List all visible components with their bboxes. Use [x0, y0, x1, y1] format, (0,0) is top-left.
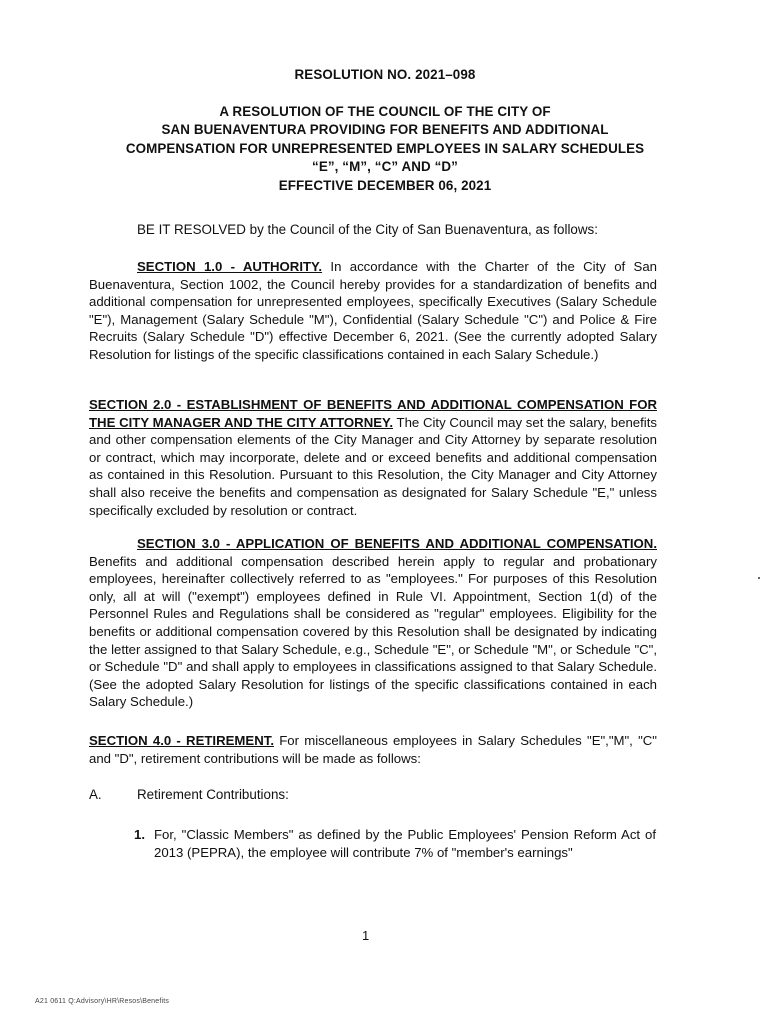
section-2-paragraph: [89, 396, 657, 519]
section-4-heading: SECTION 4.0 - RETIREMENT.: [89, 733, 274, 748]
resolution-number: RESOLUTION NO. 2021–098: [294, 67, 476, 82]
section-1-paragraph: [89, 258, 657, 364]
section-2-heading: SECTION 2.0 - ESTABLISHMENT OF BENEFITS AND ADDITIONAL COMPENSATION FOR THE CITY MANAGER AND THE CITY ATTORNEY.: [89, 397, 657, 430]
resolved-clause: BE IT RESOLVED by the Council of the City of San Buenaventura, as follows:: [137, 222, 598, 237]
section-3-body: Benefits and additional compensation described herein apply to regular and probationary employees, hereinafter collectively referred to as "employees." For purposes of this Resolution only, all at will ("exempt") employees defined in Rule VI. Appointment, Section 1(d) of the Personnel Rules and Regulations shall be considered as "regular" employees. Eligibility for the benefits or additional compensation covered by this Resolution shall be designated by indicating the letter assigned to that Salary Schedule, e.g., Schedule "E", or Schedule "M", or Schedule "C", or Schedule "D" and shall apply to employees in classifications assigned to that Salary Schedule. (See the adopted Salary Resolution for listings of the specific classifications contained in each Salary Schedule.): [89, 553, 657, 710]
list-item-a-letter: A.: [89, 787, 102, 802]
list-item-a: [89, 787, 289, 802]
section-2-body: The City Council may set the salary, benefits and other compensation elements of the City Manager and City Attorney by separate resolution or contract, which may incorporate, delete and or exceed benefits and additional compensation as contained in this Resolution. Pursuant to this Resolution, the City Manager and City Attorney shall also receive the benefits and compensation as designated for Salary Schedule "E," unless specifically excluded by resolution or contract.: [89, 414, 657, 518]
page-number: 1: [362, 928, 370, 943]
list-item-1: [134, 826, 656, 862]
title-line-4: “E”, “M”, “C” AND “D”: [312, 159, 458, 175]
footer-path: A21 0611 Q:Advisory\HR\Resos\Benefits: [35, 998, 170, 1005]
list-item-1-number: 1.: [134, 827, 145, 842]
stray-mark: [758, 577, 760, 579]
section-1-body: In accordance with the Charter of the City of San Buenaventura, Section 1002, the Council hereby provides for a standardization of benefits and additional compensation for unrepresented employees, specifically Executives (Salary Schedule "E"), Management (Salary Schedule "M"), Confidential (Salary Schedule "C") and Police & Fire Recruits (Salary Schedule "D") effective December 6, 2021. (See the currently adopted Salary Resolution for listings of the specific classifications contained in each Salary Schedule.): [89, 259, 658, 362]
list-item-1-text: For, "Classic Members" as defined by the Public Employees' Pension Reform Act of 2013 (PEPRA), the employee will contribute 7% of "member's earnings": [154, 827, 656, 860]
section-3-heading: SECTION 3.0 - APPLICATION OF BENEFITS AND ADDITIONAL COMPENSATION.: [137, 536, 657, 551]
title-line-1: A RESOLUTION OF THE COUNCIL OF THE CITY OF: [219, 103, 551, 119]
section-3-paragraph: [89, 535, 657, 711]
list-item-a-text: Retirement Contributions:: [137, 787, 289, 802]
title-line-5: EFFECTIVE DECEMBER 06, 2021: [278, 177, 492, 193]
title-line-3: COMPENSATION FOR UNREPRESENTED EMPLOYEES IN SALARY SCHEDULES: [125, 140, 645, 156]
section-4-paragraph: [89, 732, 657, 767]
section-1-heading: SECTION 1.0 - AUTHORITY.: [137, 259, 323, 274]
section-4-body: For miscellaneous employees in Salary Schedules "E","M", "C" and "D", retirement contributions will be made as follows:: [89, 733, 657, 766]
title-line-2: SAN BUENAVENTURA PROVIDING FOR BENEFITS AND ADDITIONAL: [161, 122, 609, 138]
resolution-title-block: [60, 66, 710, 196]
